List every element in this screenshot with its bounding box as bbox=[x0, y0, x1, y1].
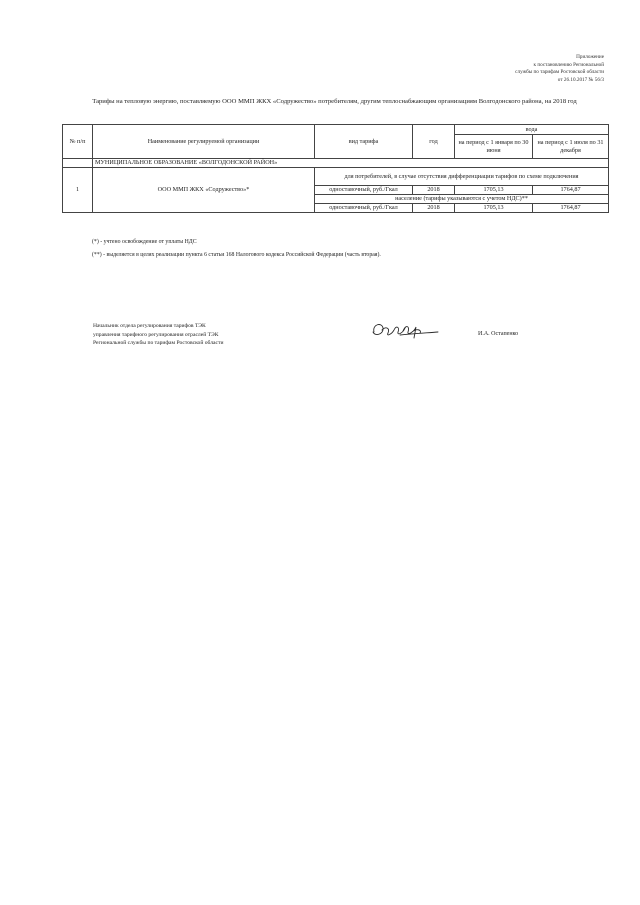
approval-header bbox=[404, 54, 604, 84]
tariff-value-period-2: 1764,87 bbox=[533, 204, 609, 213]
header-line-1: Приложение bbox=[576, 54, 604, 60]
row-org: ООО ММП ЖКХ «Содружество»* bbox=[93, 168, 315, 213]
tariff-table bbox=[62, 124, 609, 213]
footnotes bbox=[92, 236, 381, 262]
row-num: 1 bbox=[63, 168, 93, 213]
tariff-type: одноставочный, руб./Гкал bbox=[315, 186, 413, 195]
header-org: Наименование регулируемой организации bbox=[93, 125, 315, 159]
municipality-row: МУНИЦИПАЛЬНОЕ ОБРАЗОВАНИЕ «ВОЛГОДОНСКОЙ РАЙОН» bbox=[93, 159, 609, 168]
position-line-3: Региональной службы по тарифам Ростовской области bbox=[93, 340, 224, 347]
header-period-1: на период с 1 января по 30 июня bbox=[455, 135, 533, 159]
position-line-1: Начальник отдела регулирования тарифов ТЭК bbox=[93, 323, 206, 329]
tariff-value-period-2: 1764,87 bbox=[533, 186, 609, 195]
handwritten-signature bbox=[370, 318, 440, 344]
header-period-2: на период с 1 июля по 31 декабря bbox=[533, 135, 609, 159]
footnote-1: (*) - учтено освобождение от уплаты НДС bbox=[92, 239, 197, 245]
header-year: год bbox=[413, 125, 455, 159]
tariff-value-period-1: 1705,13 bbox=[455, 204, 533, 213]
header-type: вид тарифа bbox=[315, 125, 413, 159]
group-consumers: для потребителей, в случае отсутствия дифференциации тарифов по схеме подключения bbox=[315, 168, 609, 186]
header-line-3: службы по тарифам Ростовской области bbox=[515, 69, 604, 75]
signatory-position bbox=[93, 322, 223, 348]
group-population: население (тарифы указываются с учетом НДС)** bbox=[315, 195, 609, 204]
document-title: Тарифы на тепловую энергию, поставляемую ООО ММП ЖКХ «Содружество» потребителям, другим теплоснабжающим организациям Волгодонского района, на 2018 год bbox=[92, 98, 577, 105]
position-line-2: управления тарифного регулирования отраслей ТЭК bbox=[93, 331, 219, 338]
tariff-value-period-1: 1705,13 bbox=[455, 186, 533, 195]
tariff-year: 2018 bbox=[413, 186, 455, 195]
header-num: № п/п bbox=[63, 125, 93, 159]
header-line-4: от 26.10.2017 № 56/3 bbox=[557, 76, 604, 83]
header-water: вода bbox=[455, 125, 609, 135]
tariff-type: одноставочный, руб./Гкал bbox=[315, 204, 413, 213]
footnote-2: (**) - выделяется в целях реализации пункта 6 статьи 168 Налогового кодекса Российской Федерации (часть вторая). bbox=[92, 252, 381, 258]
signer-name: И.А. Остапенко bbox=[478, 331, 519, 337]
tariff-year: 2018 bbox=[413, 204, 455, 213]
header-line-2: к постановлению Региональной bbox=[533, 61, 604, 68]
